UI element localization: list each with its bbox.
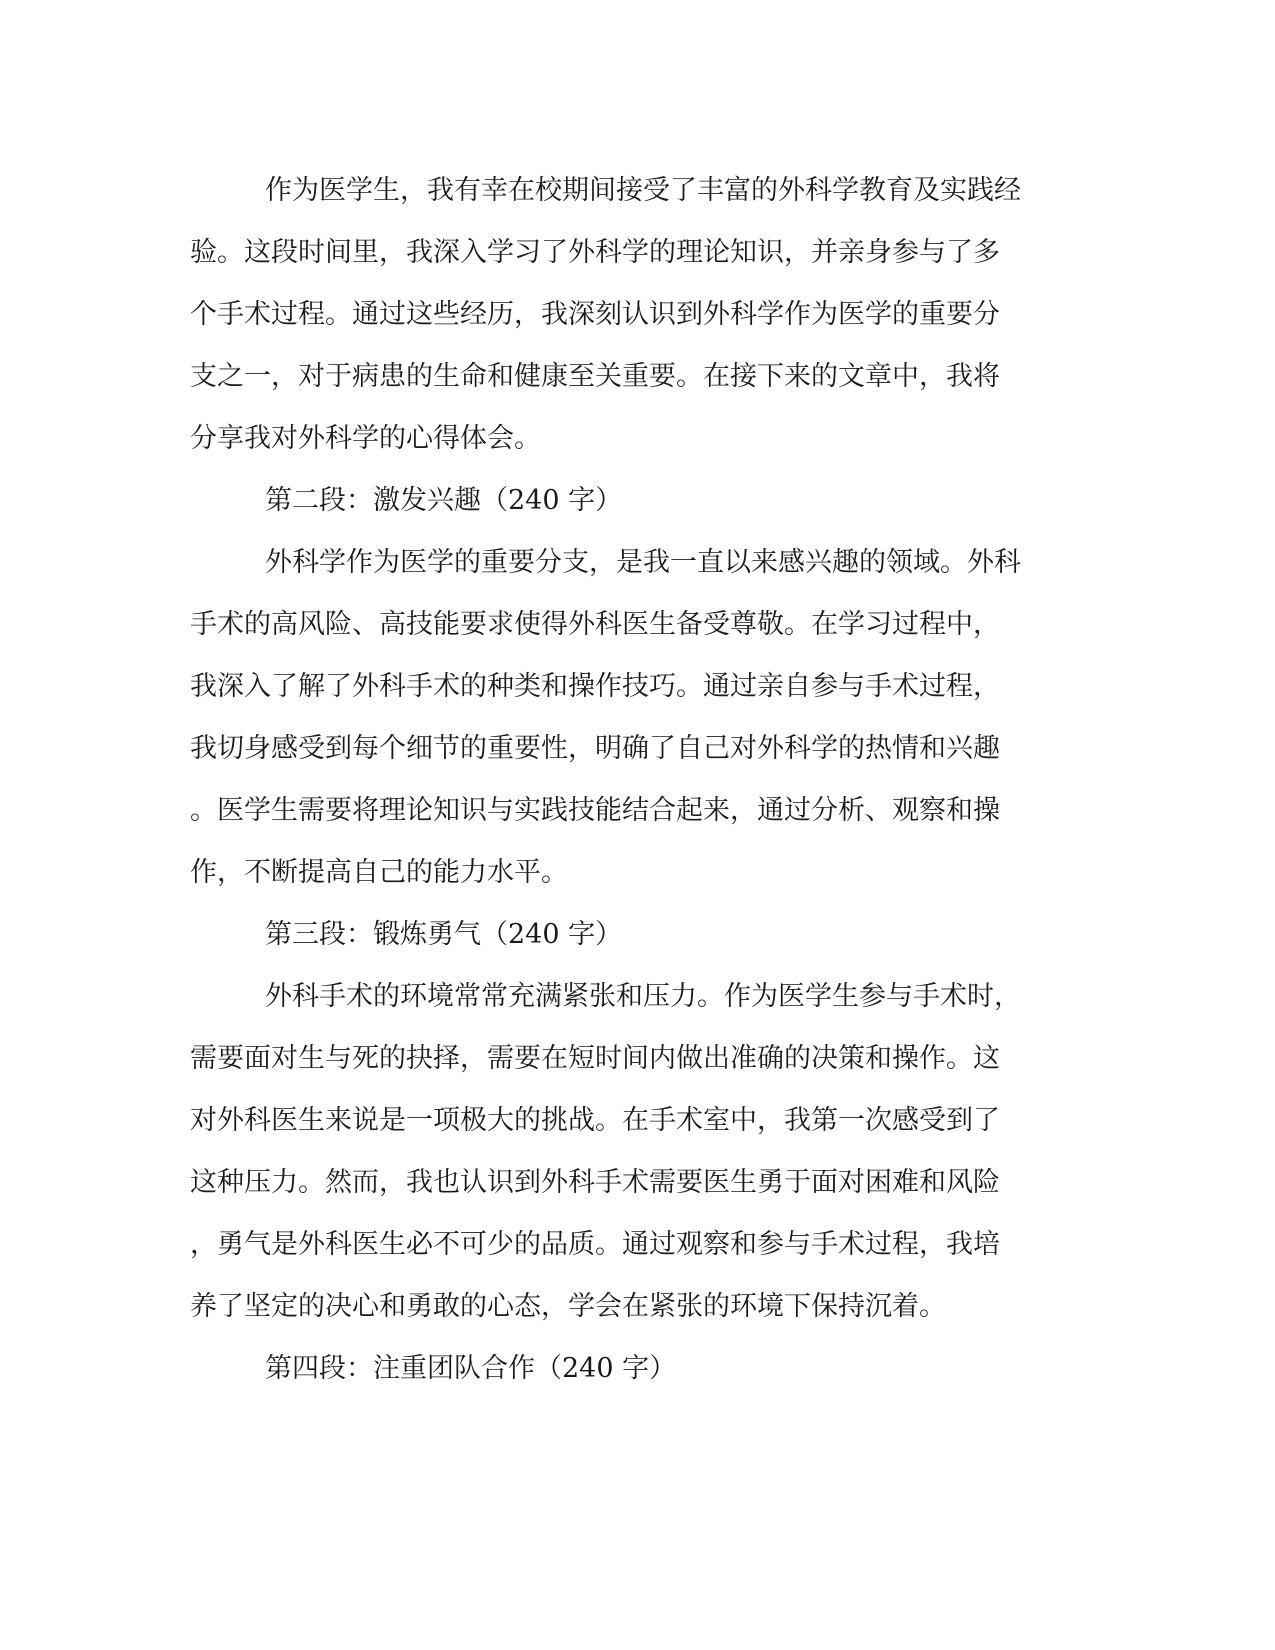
- text-line: 我深入了解了外科手术的种类和操作技巧。通过亲自参与手术过程，: [190, 671, 1000, 702]
- section-heading-2: 第二段：激发兴趣（240 字）: [265, 485, 623, 516]
- text-line: ，勇气是外科医生必不可少的品质。通过观察和参与手术过程，我培: [190, 1229, 1000, 1260]
- document-body: [190, 160, 1090, 1400]
- paragraph-intro: [190, 160, 1090, 470]
- text-line: 分享我对外科学的心得体会。: [190, 423, 541, 454]
- paragraph-courage: [190, 966, 1090, 1338]
- text-line: 作为医学生，我有幸在校期间接受了丰富的外科学教育及实践经: [265, 175, 1021, 206]
- section-heading-3: 第三段：锻炼勇气（240 字）: [265, 919, 623, 950]
- text-line: 外科手术的环境常常充满紧张和压力。作为医学生参与手术时，: [265, 981, 1021, 1012]
- text-line: 对外科医生来说是一项极大的挑战。在手术室中，我第一次感受到了: [190, 1105, 1000, 1136]
- text-line: 这种压力。然而，我也认识到外科手术需要医生勇于面对困难和风险: [190, 1167, 1000, 1198]
- text-line: 外科学作为医学的重要分支，是我一直以来感兴趣的领域。外科: [265, 547, 1021, 578]
- text-line: 。医学生需要将理论知识与实践技能结合起来，通过分析、观察和操: [190, 795, 1000, 826]
- text-line: 验。这段时间里，我深入学习了外科学的理论知识，并亲身参与了多: [190, 237, 1000, 268]
- text-line: 我切身感受到每个细节的重要性，明确了自己对外科学的热情和兴趣: [190, 733, 1000, 764]
- text-line: 手术的高风险、高技能要求使得外科医生备受尊敬。在学习过程中，: [190, 609, 1000, 640]
- text-line: 支之一，对于病患的生命和健康至关重要。在接下来的文章中，我将: [190, 361, 1000, 392]
- text-line: 作，不断提高自己的能力水平。: [190, 857, 568, 888]
- paragraph-interest: [190, 532, 1090, 904]
- text-line: 养了坚定的决心和勇敢的心态，学会在紧张的环境下保持沉着。: [190, 1291, 946, 1322]
- section-heading-4: 第四段：注重团队合作（240 字）: [265, 1353, 677, 1384]
- text-line: 个手术过程。通过这些经历，我深刻认识到外科学作为医学的重要分: [190, 299, 1000, 330]
- text-line: 需要面对生与死的抉择，需要在短时间内做出准确的决策和操作。这: [190, 1043, 1000, 1074]
